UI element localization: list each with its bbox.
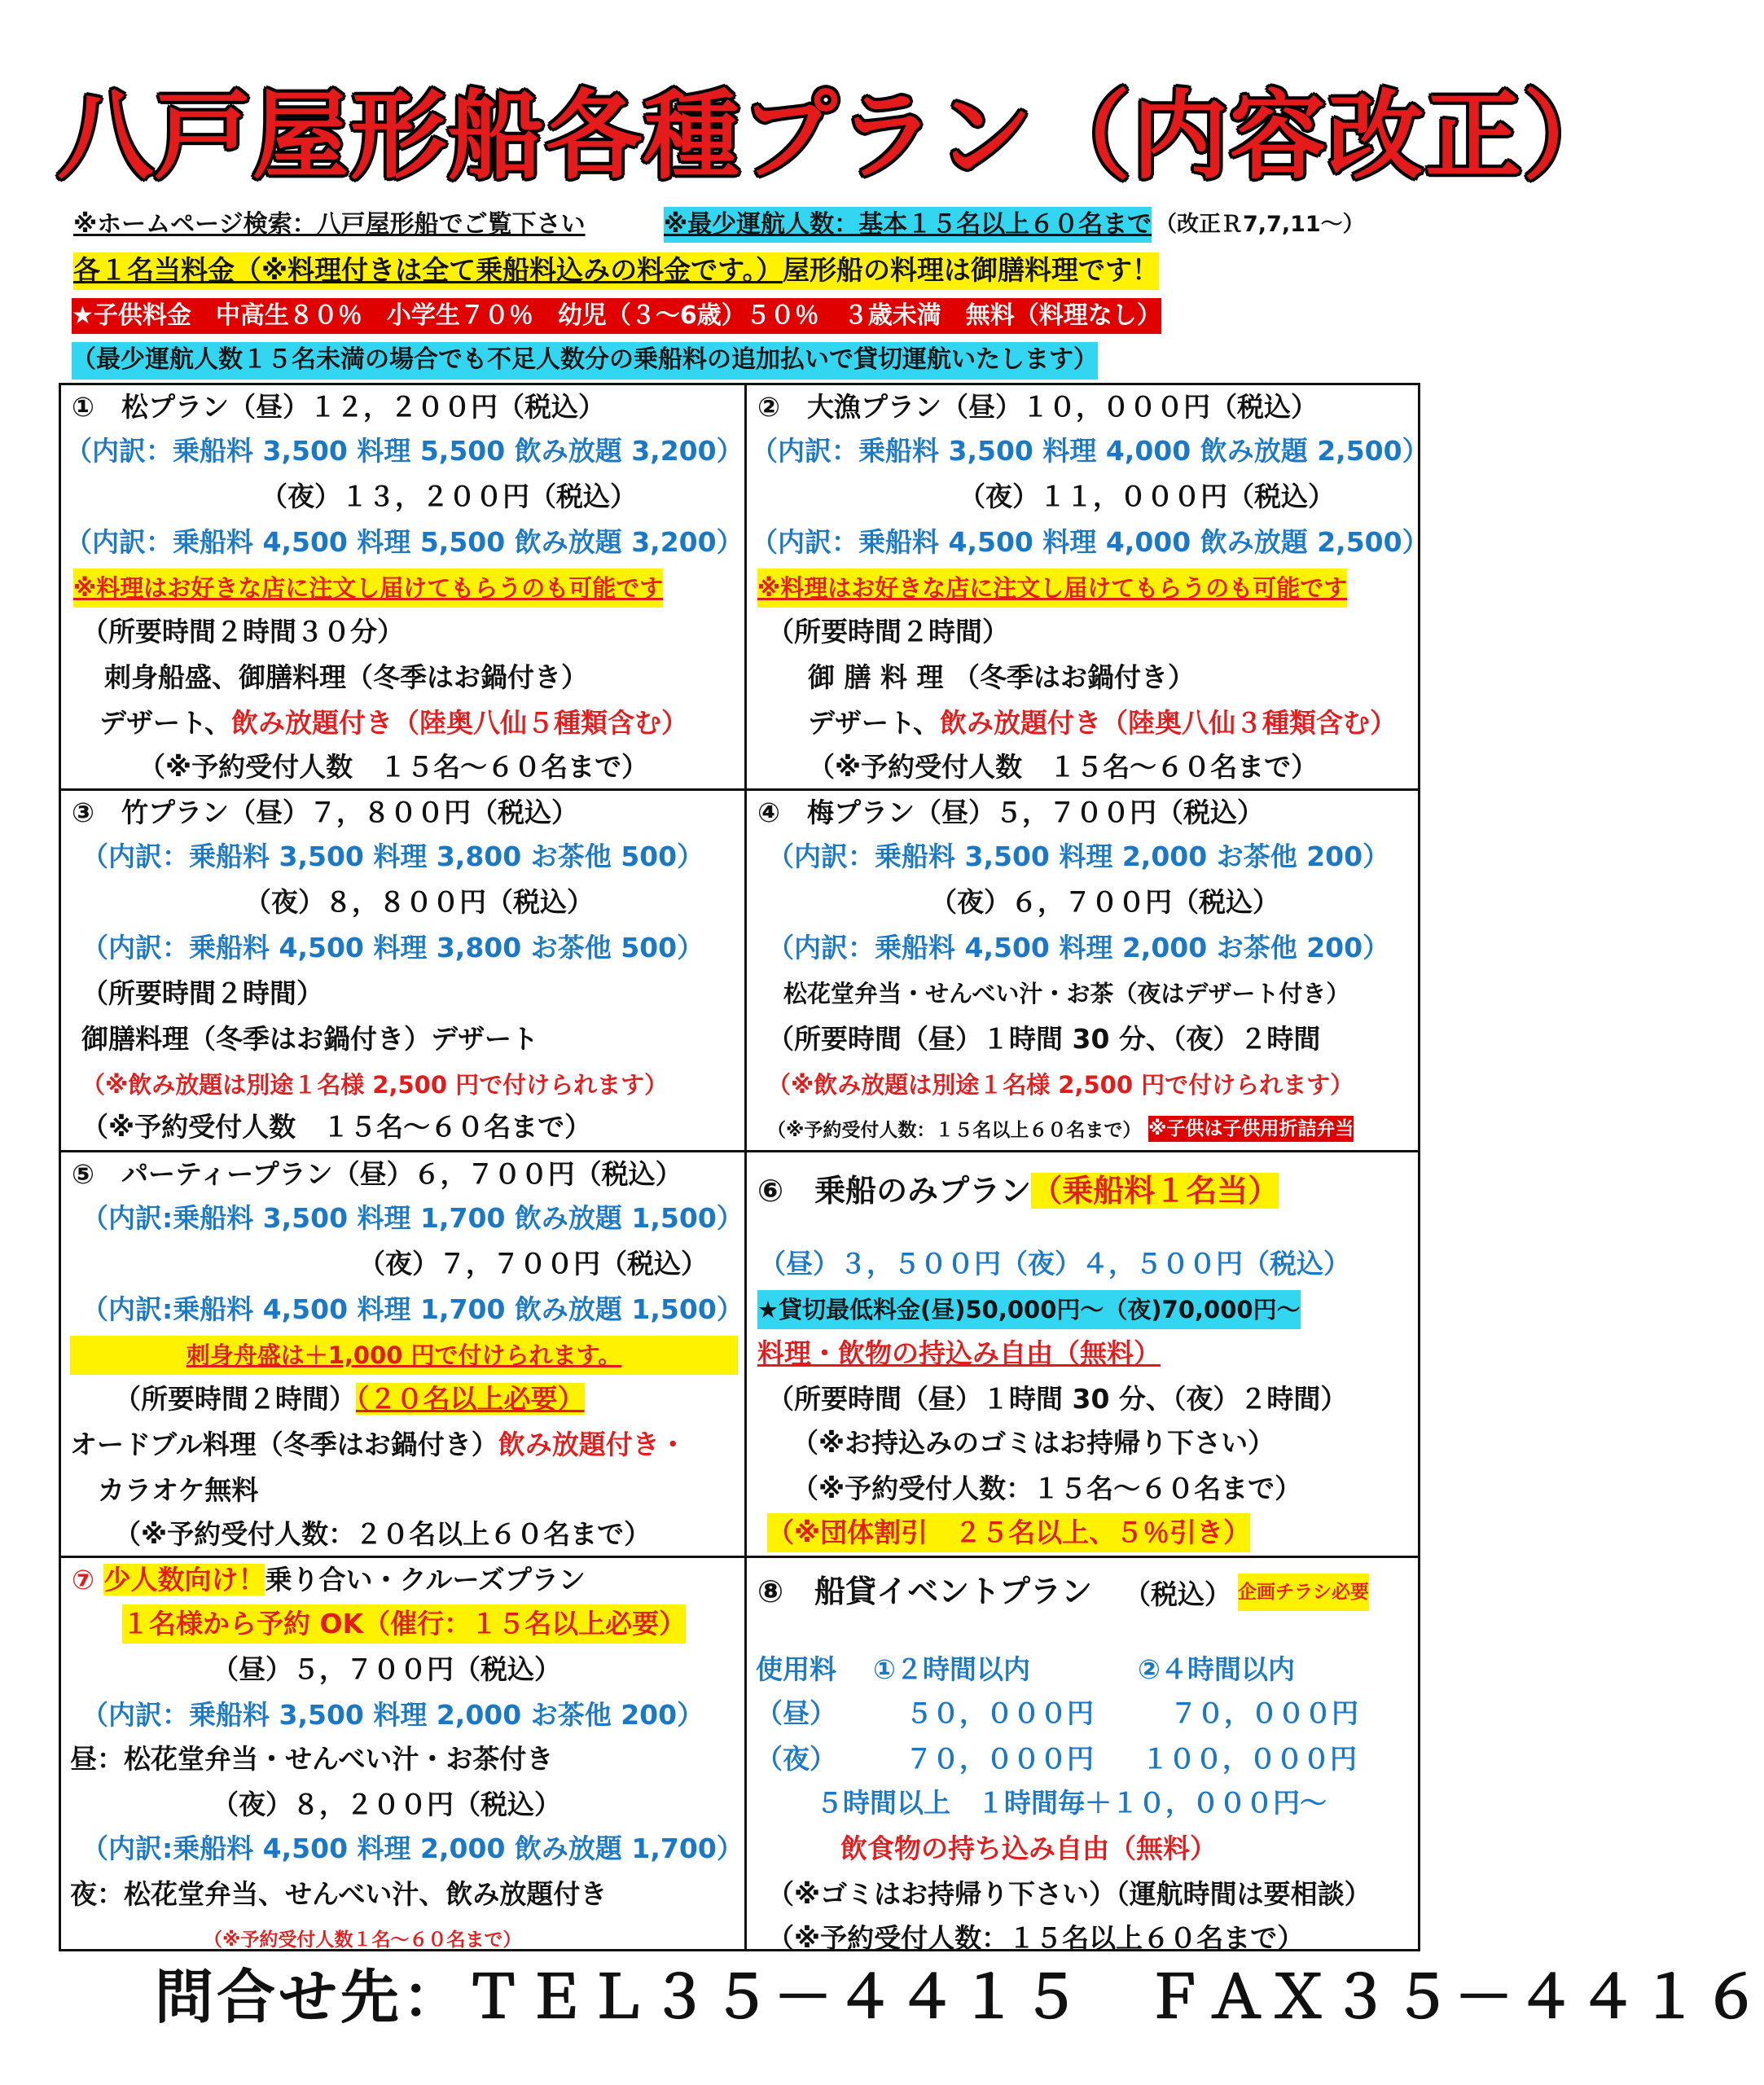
plan-8-extra-hours: ５時間以上 １時間毎＋１０，０００円～	[816, 1787, 1327, 1819]
plan-8-col-4h: ②４時間以内	[1138, 1653, 1295, 1685]
plan-6-title-row	[757, 1171, 1279, 1210]
plan-6-title-tag: （乗船料１名当）	[1031, 1173, 1279, 1209]
plan-7-capacity: （※予約受付人数１名～６０名まで）	[204, 1929, 522, 1951]
plan-5-capacity: （※予約受付人数：２０名以上６０名まで）	[114, 1518, 652, 1550]
per-person-price-heading	[73, 252, 1159, 290]
plan-3-drink-note: （※飲み放題は別途１名様 2,500 円で付けられます）	[81, 1071, 669, 1099]
plan-5-duration: （所要時間２時間）	[114, 1383, 356, 1415]
plan-2-drinks: 飲み放題付き（陸奥八仙３種類含む）	[940, 707, 1398, 739]
child-price-note: ★子供料金 中高生８０％ 小学生７０％ 幼児（３～6歳）５０％ ３歳未満 無料（料理なし）	[72, 298, 1161, 334]
plan-8-night-4h: １００，０００円	[1142, 1743, 1357, 1775]
plan-7-night-menu: 夜：松花堂弁当、せんべい汁、飲み放題付き	[70, 1878, 608, 1910]
plan-6-group-discount: （※団体割引 ２５名以上、５％引き）	[767, 1513, 1250, 1552]
plan-8-capacity: （※予約受付人数：１５名以上６０名まで）	[767, 1922, 1305, 1954]
plan-8-night-2h: ７０，０００円	[906, 1743, 1094, 1775]
plan-5-karaoke: カラオケ無料	[98, 1474, 259, 1506]
plan-6-garbage-note: （※お持込みのゴミはお持帰り下さい）	[792, 1427, 1275, 1459]
plan-5-hors-doeuvre: オードブル料理（冬季はお鍋付き）	[70, 1429, 498, 1460]
plan-5-min-people: （２０名以上必要）	[356, 1383, 585, 1415]
plan-7-day-breakdown: （内訳：乗船料 3,500 料理 2,000 お茶他 200）	[81, 1699, 704, 1731]
plan-1-duration: （所要時間２時間３０分）	[81, 616, 404, 647]
per-person-label: 各１名当料金	[73, 254, 235, 286]
plan-3-menu: 御膳料理（冬季はお鍋付き）デザート	[81, 1023, 538, 1055]
plan-6-charter-min: ★貸切最低料金(昼)50,000円～（夜)70,000円～	[757, 1290, 1301, 1329]
plan-5-title: ⑤ パーティープラン（昼）６，７００円（税込）	[72, 1158, 682, 1190]
plan-2-menu-drinks	[808, 704, 1397, 743]
plan-4-day-breakdown: （内訳：乗船料 3,500 料理 2,000 お茶他 200）	[767, 841, 1390, 872]
plan-6-capacity: （※予約受付人数：１５名～６０名まで）	[792, 1473, 1302, 1504]
plan-5-duration-row	[114, 1380, 585, 1419]
plan-2-dessert: デザート、	[808, 707, 941, 739]
plan-5-drinks: 飲み放題付き・	[498, 1429, 687, 1460]
plan-5-sashimi-option: 刺身舟盛は＋1,000 円で付けられます。	[70, 1336, 738, 1375]
homepage-search-note: ※ホームページ検索：八戸屋形船でご覧下さい	[73, 210, 586, 239]
plan-8-day-4h: ７０，０００円	[1170, 1697, 1358, 1729]
plan-6-price: （昼）３，５００円（夜）４，５００円（税込）	[759, 1248, 1350, 1280]
table-divider	[744, 383, 747, 1951]
plan-3-title: ③ 竹プラン（昼）７，８００円（税込）	[72, 797, 578, 828]
plan-8-day-2h: ５０，０００円	[906, 1697, 1094, 1729]
plan-2-order-note: ※料理はお好きな店に注文し届けてもらうのも可能です	[757, 568, 1347, 608]
plan-8-flyer-required: 企画チラシ必要	[1238, 1574, 1369, 1611]
plan-3-day-breakdown: （内訳：乗船料 3,500 料理 3,800 お茶他 500）	[81, 841, 704, 872]
plan-8-garbage-note: （※ゴミはお持帰り下さい）（運航時間は要相談）	[767, 1878, 1371, 1910]
plan-4-capacity: （※予約受付人数：１５名以上６０名まで）	[767, 1120, 1142, 1141]
plan-8-fee-label: 使用料	[756, 1653, 836, 1685]
plan-4-night-price: （夜）６，７００円（税込）	[930, 886, 1279, 918]
revision-note: （改正Ｒ7,7,11～）	[1155, 212, 1365, 237]
plan-7-number: ⑦	[72, 1564, 94, 1596]
plan-1-title: ① 松プラン（昼）１２，２００円（税込）	[72, 391, 605, 423]
plan-4-duration: （所要時間（昼）１時間 30 分、（夜）２時間	[767, 1023, 1321, 1055]
plan-1-drinks: 飲み放題付き（陸奥八仙５種類含む）	[231, 707, 689, 739]
plan-1-order-note: ※料理はお好きな店に注文し届けてもらうのも可能です	[73, 568, 663, 608]
row-divider	[59, 788, 1420, 791]
plan-4-kids-note: ※子供は子供用折詰弁当	[1148, 1116, 1354, 1142]
plan-2-menu: 御 膳 料 理 （冬季はお鍋付き）	[808, 661, 1195, 693]
plan-2-night-breakdown: （内訳：乗船料 4,500 料理 4,000 飲み放題 2,500）	[751, 526, 1429, 558]
plan-7-title: 乗り合い・クルーズプラン	[265, 1564, 586, 1596]
plan-2-day-breakdown: （内訳：乗船料 3,500 料理 4,000 飲み放題 2,500）	[751, 435, 1429, 467]
plan-3-duration: （所要時間２時間）	[81, 977, 323, 1009]
row-divider	[59, 1556, 1420, 1558]
plan-2-night-price: （夜）１１，０００円（税込）	[959, 481, 1335, 512]
plan-4-title: ④ 梅プラン（昼）５，７００円（税込）	[757, 797, 1264, 828]
plan-7-small-group: 少人数向け！	[103, 1564, 265, 1596]
plan-6-bring-own: 料理・飲物の持込み自由（無料）	[757, 1337, 1161, 1369]
plan-7-night-breakdown: （内訳:乗船料 4,500 料理 2,000 飲み放題 1,700）	[81, 1833, 744, 1864]
contact-footer: 問合せ先：ＴＥＬ３５－４４１５ ＦＡＸ３５－４４１６	[155, 1963, 1764, 2031]
plan-8-tax: （税込）	[1124, 1578, 1231, 1610]
plan-7-reserve: １名様から予約 OK（催行：１５名以上必要）	[122, 1604, 686, 1644]
plan-1-capacity: （※予約受付人数 １５名～６０名まで）	[138, 751, 649, 783]
charter-note: （最少運航人数１５名未満の場合でも不足人数分の乗船料の追加払いで貸切運航いたします）	[72, 342, 1098, 380]
plan-3-night-price: （夜）８，８００円（税込）	[244, 886, 594, 918]
plan-2-duration: （所要時間２時間）	[767, 616, 1009, 647]
plan-6-title: ⑥ 乗船のみプラン	[757, 1173, 1032, 1209]
plan-1-day-breakdown: （内訳：乗船料 3,500 料理 5,500 飲み放題 3,200）	[65, 435, 744, 467]
gozen-note: 屋形船の料理は御膳料理です！	[782, 254, 1159, 286]
page-title: 八戸屋形船各種プラン（内容改正）	[57, 80, 1621, 192]
plan-5-night-breakdown: （内訳:乗船料 4,500 料理 1,700 飲み放題 1,500）	[81, 1293, 744, 1325]
row-divider	[59, 1150, 1420, 1152]
plan-3-night-breakdown: （内訳：乗船料 4,500 料理 3,800 お茶他 500）	[81, 932, 704, 963]
plan-5-night-price: （夜）７，７００円（税込）	[358, 1248, 708, 1280]
plan-2-capacity: （※予約受付人数 １５名～６０名まで）	[808, 751, 1319, 783]
plan-8-night-label: （夜）	[756, 1743, 836, 1775]
price-includes-note: （※料理付きは全て乗船料込みの料金です。）	[235, 254, 783, 286]
plan-7-night-price: （夜）８，２００円（税込）	[212, 1789, 561, 1820]
plan-1-menu: 刺身船盛、御膳料理（冬季はお鍋付き）	[104, 661, 588, 693]
plan-5-day-breakdown: （内訳:乗船料 3,500 料理 1,700 飲み放題 1,500）	[81, 1202, 744, 1234]
min-people-note: ※最少運航人数：基本１５名以上６０名まで	[664, 207, 1152, 243]
plan-4-night-breakdown: （内訳：乗船料 4,500 料理 2,000 お茶他 200）	[767, 932, 1390, 963]
plan-8-col-2h: ①２時間以内	[873, 1653, 1030, 1685]
plan-1-night-breakdown: （内訳：乗船料 4,500 料理 5,500 飲み放題 3,200）	[65, 526, 744, 558]
plan-7-title-row	[72, 1560, 586, 1600]
plan-1-menu-drinks	[99, 704, 688, 743]
plan-7-day-menu: 昼：松花堂弁当・せんべい汁・お茶付き	[70, 1743, 554, 1775]
plan-2-title: ② 大漁プラン（昼）１０，０００円（税込）	[757, 391, 1318, 423]
plan-3-capacity: （※予約受付人数 １５名～６０名まで）	[81, 1111, 592, 1143]
plan-1-night-price: （夜）１３，２００円（税込）	[261, 481, 637, 512]
plan-6-duration: （所要時間（昼）１時間 30 分、（夜）２時間）	[767, 1383, 1348, 1415]
plan-8-day-label: （昼）	[756, 1697, 836, 1729]
plan-5-menu	[70, 1425, 687, 1464]
plan-8-title: ⑧ 船貸イベントプラン	[757, 1574, 1093, 1609]
plan-4-menu: 松花堂弁当・せんべい汁・お茶（夜はデザート付き）	[783, 980, 1350, 1007]
plan-7-day-price: （昼）５，７００円（税込）	[212, 1653, 561, 1685]
plan-1-dessert: デザート、	[99, 707, 232, 739]
plan-8-bring-own: 飲食物の持ち込み自由（無料）	[840, 1833, 1217, 1864]
plan-4-drink-note: （※飲み放題は別途１名様 2,500 円で付けられます）	[767, 1071, 1354, 1099]
